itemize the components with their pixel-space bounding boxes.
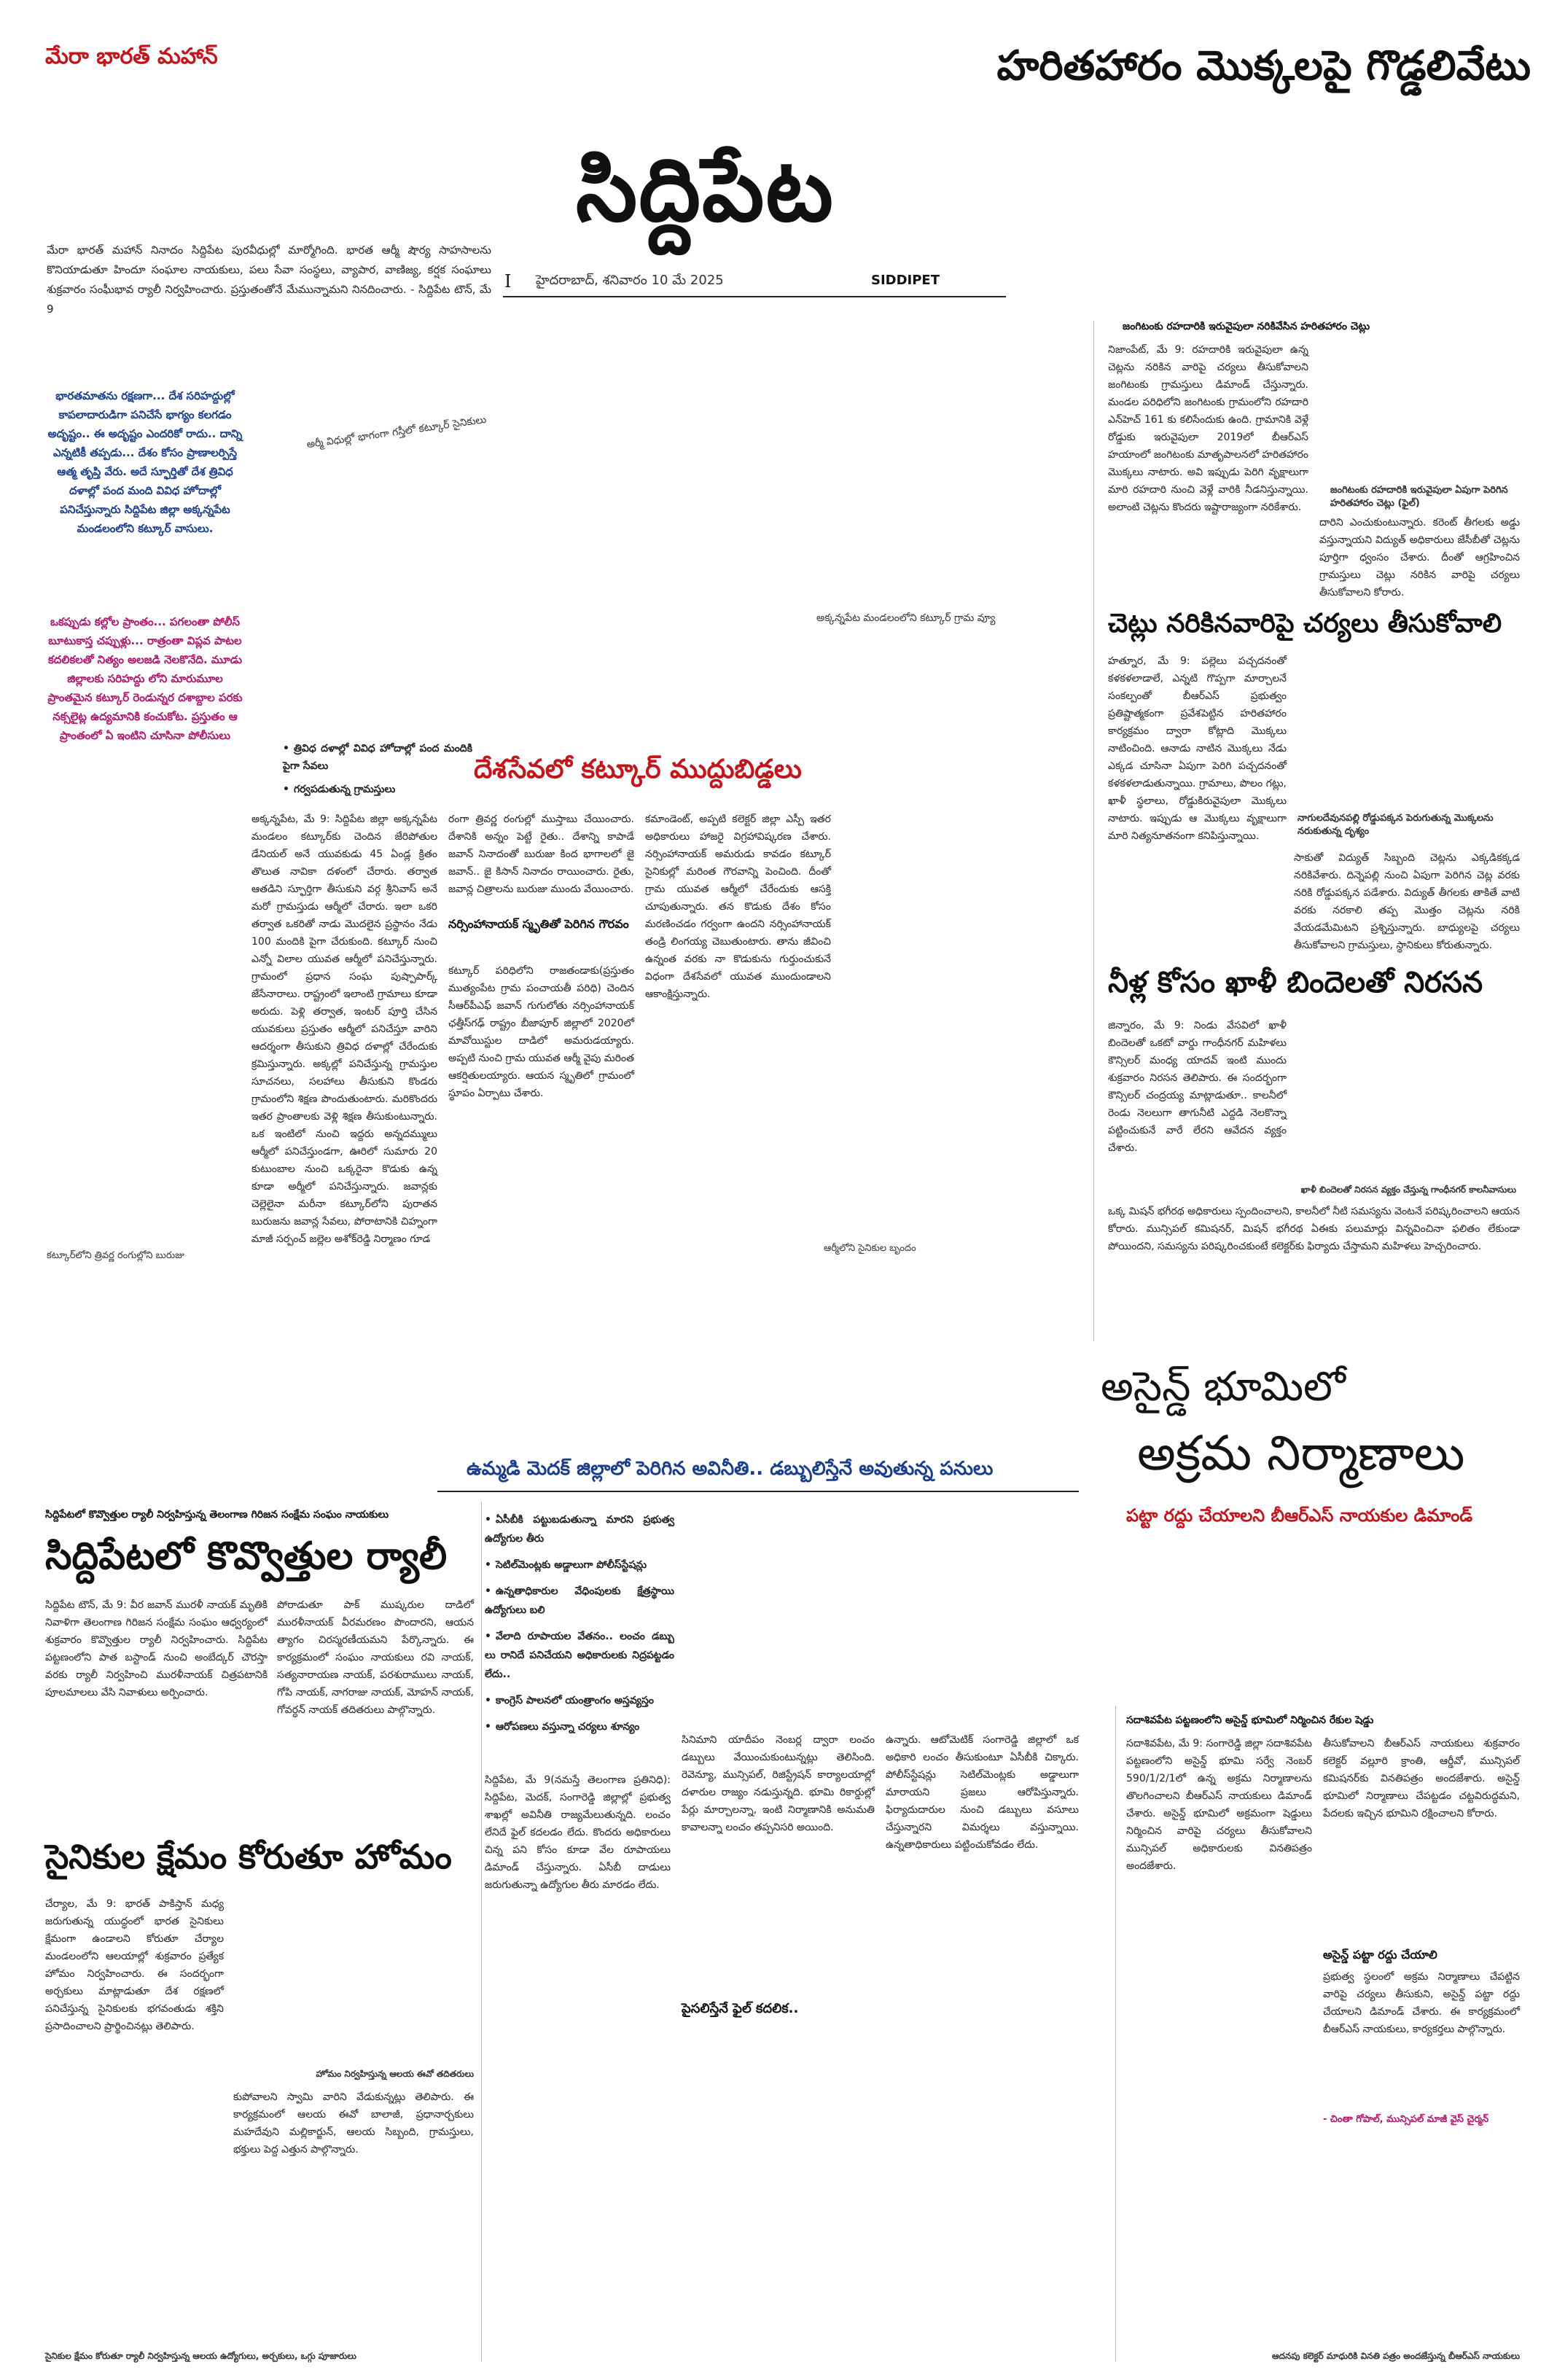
photo-land-shed: [1126, 1968, 1312, 2150]
land-quote-author: - చింతా గోపాల్, మున్సిపల్ మాజీ వైస్ చైర్మన్: [1323, 2114, 1489, 2125]
masthead-tag: మేరా భారత్ మహాన్: [45, 44, 218, 69]
rally-kicker: సిద్దిపేటలో కొవ్వొత్తుల ర్యాలీ నిర్వహిస్తున్న తెలంగాణ గిరిజన సంక్షేమ సంఘం నాయకులు: [45, 1509, 389, 1521]
poem-pink: ఒకప్పుడు కల్లోల ప్రాంతం... పగలంతా పోలీస్ బూటుకాస్త చప్పుళ్లు... రాత్రంతా విప్లవ పాటల కదలికలతో నిత్యం అలజడి నెలకొనేది. మూడు జిల్లాలకు సరిహద్దు లోని మారుమూల ప్రాంతమైన కట్కూర్ రెండున్నర దశాబ్దాల పరకు నక్సలైట్ల ఉద్యమానికి కంచుకోట. ప్రస్తుతం ఆ ప్రాంతంలో ఏ ఇంటిని చూసినా పోలీసులు: [47, 615, 243, 742]
bullets: [283, 740, 472, 798]
land-deck: పట్టా రద్దు చేయాలని బీఆర్ఎస్ నాయకుల డిమాండ్: [1126, 1505, 1473, 1526]
medak-bullet-1: • ఏసీబీకి పట్టుబడుతున్నా మారని ప్రభుత్వ ఉద్యోగుల తీరు: [485, 1510, 674, 1548]
trees-kicker: జంగిటంకు రహదారికి ఇరువైపులా నరికివేసిన హరితహారం చెట్లు: [1123, 321, 1370, 332]
bullet-2: • గర్వపడుతున్న గ్రామస్తులు: [283, 781, 472, 798]
medak-col3: ఉన్నారు. ఆటోమెటిక్ సంగారెడ్డి జిల్లాలో ఒక అధికారి లంచం తీసుకుంటూ ఏసీబీకి చిక్కారు. పోలీస్‌స్టేషన్లు సెటిల్‌మెంట్లకు అడ్డాలుగా మారాయని ప్రజలు ఆరోపిస్తున్నారు. ఫిర్యాదుదారుల నుంచి డబ్బులు వసూలు చేస్తున్నారని విమర్శలు వస్తున్నాయి. ఉన్నతాధికారులు పట్టించుకోవడం లేదు.: [886, 1734, 1079, 1851]
medak-col1: సిద్దిపేట, మే 9(నమస్తే తెలంగాణ ప్రతినిధి): సిద్దిపేట, మెదక్, సంగారెడ్డి జిల్లాల్లో ప్రభుత్వ శాఖల్లో అవినీతి రాజ్యమేలుతున్నది. లంచం లేనిదే ఫైల్ కదలడం లేదు. కొందరు అధికారులు చిన్న పని కోసం కూడా వేల రూపాయలు డిమాండ్ చేస్తున్నారు. ఏసీబీ దాడులు జరుగుతున్నా ఉద్యోగుల తీరు మారడం లేదు.: [485, 1774, 671, 1891]
medak-sub: పైసలిస్తేనే ఫైల్ కదలిక..: [682, 2001, 799, 2016]
homam-photo-caption: హోమం నిర్వహిస్తున్న ఆలయ ఈవో తదితరులు: [316, 2069, 474, 2079]
land-photo-caption: ఆదనపు కలెక్టర్ మాధురికి వినతి పత్రం అందజేస్తున్న బీఆర్ఎస్ నాయకులు: [1271, 2351, 1520, 2361]
water-headline: నీళ్ల కోసం ఖాళీ బిందెలతో నిరసన: [1108, 966, 1483, 999]
bullet-1: • త్రివిధ దళాల్లో వివిధ హోదాల్లో పంద మందికి పైగా సేవలు: [283, 740, 472, 775]
trees-photo-caption2: నాగులదేవునపల్లి రోడ్డుపక్కన పెరుగుతున్న మొక్కలను నరుకుతున్న దృశ్యం: [1298, 813, 1494, 837]
story-headline: దేశసేవలో కట్కూర్ ముద్దుబిడ్డలు: [474, 754, 802, 784]
column-rule-right-lower: [1115, 1706, 1116, 2362]
story-col2b: కట్కూర్ పరిధిలోని రాజతండాకు(ప్రస్తుతం ముత్యంపేట గ్రామ పంచాయతీ పరిధి) చెందిన సీఆర్‌పీఎఫ్ జవాన్ గుగులోతు నర్సింహానాయక్ ఛత్తీస్‌గఢ్ రాష్ట్రం బీజాపూర్ జిల్లాలో 2020లో మావోయిస్టుల దాడిలో అమరుడయ్యారు. అప్పటి నుంచి గ్రామ యువత ఆర్మీ వైపు మరింత ఆకర్షితులయ్యారు. ఆయన స్మృతిలో గ్రామంలో స్థూపం ఏర్పాటు చేశారు.: [448, 965, 634, 1099]
photo-army-patrol: [251, 343, 780, 620]
photo-land-memo: [1126, 2158, 1520, 2340]
photo-water-protest: [1294, 1017, 1520, 1195]
trees-photo-caption: జంగిటంకు రహదారికి ఇరువైపులా ఏపుగా పెరిగిన హరితహారం చెట్లు (ఫైల్): [1330, 485, 1508, 509]
land-headline-2: అక్రమ నిర్మాణాలు: [1137, 1425, 1465, 1481]
water-photo-caption: ఖాళీ బిందెలతో నిరసన వ్యక్తం చేస్తున్న గాంధీనగర్ కాలనీవాసులు: [1300, 1185, 1516, 1195]
land-headline-1: అసైన్డ్ భూమిలో: [1101, 1363, 1346, 1411]
column-rule-right: [1093, 321, 1094, 1341]
photo-medak: [682, 1505, 1079, 1724]
top-headline: హరితహారం మొక్కలపై గొడ్డలివేటు: [996, 42, 1531, 90]
medak-col2: సినిమాని యాదీపం నెంబర్ల ద్వారా లంచం డబ్బులు వేయించుకుంటున్నట్లు తెలిసింది. రెవెన్యూ, మున్సిపల్, రిజిస్ట్రేషన్ కార్యాలయాల్లో దళారుల రాజ్యం నడుస్తున్నది. భూమి రికార్డుల్లో పేర్లు మార్చాలన్నా, ఇంటి నిర్మాణానికి అనుమతి కావాలన్నా లంచం తప్పనిసరి అయింది.: [682, 1734, 875, 1833]
land-col3: ప్రభుత్వ స్థలంలో అక్రమ నిర్మాణాలు చేపట్టిన వారిపై చర్యలు తీసుకుని, అసైన్డ్ పట్టా రద్దు చేయాలని డిమాండ్ చేశారు. ఈ కార్యక్రమంలో బీఆర్ఎస్ నాయకులు, కార్యకర్తలు పాల్గొన్నారు.: [1323, 1971, 1520, 2035]
water-col2: ఒక్క మిషన్ భగీరథ అధికారులు స్పందించాలని, కాలనీలో నీటి సమస్యను వెంటనే పరిష్కరించాలని ఆయన కోరారు. మున్సిపల్ కమిషనర్, మిషన్ భగీరథ ఏఈకు పలుమార్లు విన్నవించినా ఫలితం లేకుండా పోయిందని, సమస్యను పరిష్కరించకుంటే కలెక్టర్‌కు ఫిర్యాదు చేస్తామని మహిళలు హెచ్చరించారు.: [1108, 1206, 1521, 1252]
trees-col4: సాకుతో విద్యుత్ సిబ్బంది చెట్లను ఎక్కడికక్కడ నరికివేశారు. దిన్నెపల్లి నుంచి ఏపుగా పెరిగిన చెట్ల వరకు నరికి రోడ్డుపక్కన పడేశారు. విద్యుత్ తీగలకు తాకితే వాటి వరకు నరకాలి తప్ప మొత్తం చెట్లను నరికి వేయడమేమిటని ప్రశ్నిస్తున్నారు. బాధ్యులపై చర్యలు తీసుకోవాలని గ్రామస్తులు, స్థానికులు కోరుతున్నారు.: [1294, 852, 1520, 951]
homam-col1: చేర్యాల, మే 9: భారత్ పాకిస్తాన్ మధ్య జరుగుతున్న యుద్ధంలో భారత సైనికులు క్షేమంగా ఉండాలని కోరుతూ చేర్యాల మండలంలోని ఆలయాల్లో శుక్రవారం ప్రత్యేక హోమం నిర్వహించారు. ఈ సందర్భంగా అర్చకులు మాట్లాడుతూ దేశ రక్షణలో పనిచేస్తున్న సైనికులకు భగవంతుడు శక్తిని ప్రసాదించాలని ప్రార్థించినట్లు తెలిపారు.: [45, 1898, 224, 2032]
photo-caption-group: ఆర్మీలోని సైనికుల బృందం: [824, 1243, 916, 1254]
rally-col1: సిద్దిపేట టౌన్, మే 9: వీర జవాన్ మురళీ నాయక్ మృతికి నివాళిగా తెలంగాణ గిరిజన సంక్షేమ సంఘం ఆధ్వర్యంలో శుక్రవారం కొవ్వొత్తుల ర్యాలీ నిర్వహించారు. సిద్దిపేట పట్టణంలోని పాత బస్టాండ్ నుంచి అంబేద్కర్ చౌరస్తా వరకు ర్యాలీ నిర్వహించి మురళీనాయక్ చిత్రపటానికి పూలమాలలు వేసి నివాళులు అర్పించారు.: [45, 1599, 268, 1698]
medak-banner-rule: [437, 1491, 1079, 1492]
homam-photo-caption-bottom: సైనికుల క్షేమం కోరుతూ ర్యాలీ నిర్వహిస్తున్న ఆలయ ఉద్యోగులు, అర్చకులు, ఒగ్గు పూజారులు: [45, 2351, 356, 2361]
land-sub: అసైన్డ్ పట్టా రద్దు చేయాలి: [1323, 1948, 1437, 1962]
photo-homam: [233, 1895, 474, 2063]
edition: SIDDIPET: [871, 273, 940, 288]
medak-bullets: [485, 1510, 674, 1736]
medak-bullet-2: • సెటిల్‌మెంట్లకు అడ్డాలుగా పోలీస్‌స్టేషన్లు: [485, 1556, 674, 1575]
photo-tower: [47, 744, 243, 1246]
trees-headline: చెట్లు నరికినవారిపై చర్యలు తీసుకోవాలి: [1108, 609, 1502, 639]
photo-homam-rally: [45, 2245, 474, 2340]
photo-trees: [1319, 341, 1520, 476]
land-kicker: సదాశివపేట పట్టణంలోని అసైన్డ్ భూమిలో నిర్మించిన రేకుల షెడ్డు: [1126, 1714, 1374, 1726]
photo-village-view: [251, 623, 1090, 729]
trees-col1: నిజాంపేట్, మే 9: రహదారికి ఇరువైపులా ఉన్న చెట్లను నరికిన వారిపై చర్యలు తీసుకోవాలని జంగిటంకు గ్రామస్తులు డిమాండ్ చేస్తున్నారు. మండల పరిధిలోని జంగిటంకు గ్రామంలోని రహదారి ఎన్‌హెచ్ 161 కు కలిసేందుకు ఉంది. గ్రామానికి వెళ్లే రోడ్డుకు ఇరువైపులా 2019లో బీఆర్‌ఎస్ హయాంలో జంగిటంకు మాతృపాలనలో హరితహారం మొక్కలు నాటారు. అవి ఇప్పుడు పెరిగి వృక్షాలుగా మారి రహదారి నుంచి వెళ్లే వారికి నీడనిస్తున్నాయి. అలాంటి చెట్లను కొందరు ఇష్టారాజ్యంగా నరికేశారు.: [1108, 344, 1308, 513]
rally-headline: సిద్దిపేటలో కొవ్వొత్తుల ర్యాలీ: [45, 1534, 448, 1578]
issue-mark: I: [504, 271, 512, 292]
medak-bullet-3: • ఉన్నతాధికారుల వేధింపులకు క్షేత్రస్థాయి ఉద్యోగులు బలి: [485, 1582, 674, 1620]
medak-bullet-6: • ఆరోపణలు వస్తున్నా చర్యలు శూన్యం: [485, 1717, 674, 1736]
photo-soldiers-group: [645, 1028, 1090, 1268]
column-rule-left: [481, 1502, 482, 2362]
poem-blue: భారతమాతను రక్షణగా... దేశ సరిహద్దుల్లో కాపలాదారుడిగా పనిచేసే భాగ్యం కలగడం అదృష్టం.. ఈ అదృష్టం ఎందరికో రాదు.. దాన్ని ఎన్నటికీ తప్పడు... దేశం కోసం ప్రాణాలర్పిస్తే ఆత్మ తృప్తి వేరు. అదే స్ఫూర్తితో దేశ త్రివిధ దళాల్లో పంద మంది వివిధ హోదాల్లో పనిచేస్తున్నారు సిద్దిపేట జిల్లా అక్కన్నపేట మండలంలోని కట్కూర్ వాసులు.: [47, 389, 243, 535]
rally-col2: పోరాడుతూ పాక్ ముష్కరుల దాడిలో మురళీనాయక్ వీరమరణం పొందారని, ఆయన త్యాగం చిరస్మరణీయమని పేర్కొన్నారు. ఈ కార్యక్రమంలో సంఘం నాయకులు రవి నాయక్, సత్యనారాయణ నాయక్, పరశురాములు నాయక్, గోపి నాయక్, నాగరాజు నాయక్, మోహన్ నాయక్, గోవర్ధన్ నాయక్ తదితరులు పాల్గొన్నారు.: [277, 1599, 474, 1716]
photo-caption-tower: కట్కూర్‌లోని త్రివర్ణ రంగుల్లోని బురుజు: [47, 1250, 184, 1261]
photo-tree-cutting: [1294, 652, 1520, 805]
medak-bullet-4: • వేలాది రూపాయల వేతనం.. లంచం డబ్బు లు రానిదే పనిచేయని అధికారులకు నిద్రపట్టడం లేదు..: [485, 1627, 674, 1684]
story-col2a: రంగా త్రివర్ణ రంగుల్లో ముస్తాబు చేయించారు. దేశానికి అన్నం పెట్టే రైతు.. దేశాన్ని కాపాడే జవాన్ నినాదంతో బురుజు కింద భాగాలలో జై జవాన్.. జై కిసాన్ నినాదం రాయించారు. రైతు, జవాన్ల చిత్రాలను బురుజు ముందు వేయించారు.: [448, 814, 634, 895]
story-col1: అక్కన్నపేట, మే 9: సిద్దిపేట జిల్లా అక్కన్నపేట మండలం కట్కూర్‌కు చెందిన జేరిపోతుల డేనియల్ అనే యువకుడు 45 ఏండ్ల క్రితం తొలుత నావికా దళంలో చేరారు. తర్వాత ఆతడిని స్ఫూర్తిగా తీసుకుని వర్గ శ్రీనివాస్ అనే మరో గ్రామస్తుడు ఆర్మీలో చేరారు. ఇలా ఒకరి తర్వాత ఒకరితో నాడు మొదలైన ప్రస్థానం నేడు 100 మందికి పైగా చేరుకుంది. కట్కూర్ నుంచి ఎన్నో విలాల యువత ఆర్మీలో పనిచేస్తున్నారు. గ్రామంలో ప్రధాన సంఘ పుష్పాపార్క్ జేసేనారాలు. రాష్ట్రంలో ఇలాంటి గ్రామాలు కూడా అరుదు. పెళ్లి తర్వాత, ఇంటర్ పూర్తి చేసిన యువకులు ప్రస్తుతం ఆర్మీలో పనిచేస్తూ వారిని ఆదర్శంగా తీసుకుని త్రివిధ దళాల్లో చేరేందుకు క్రమిస్తున్నారు. అక్కల్లో పనిచేస్తున్న గ్రామస్తుల సూచనలు, సలహాలు తీసుకుని కొండరు గ్రామంలోని శిక్షణ పొందుతుంటారు. మరికొందరు ఇతర ప్రాంతాలకు వెళ్లి శిక్షణ తీసుకుంటున్నారు. ఒక ఇంటిలో నుంచి ఇద్దరు అన్నదమ్ములు ఆర్మీలో పనిచేస్తుండగా, ఊరిలో సుమారు 20 కుటుంబాల నుంచి ఒక్కరైనా కొడుకు ఉన్న కూడా అర్మీలో పనిచేస్తున్నారు. జవాన్లకు చెల్లెలైనా మరీనా కట్కూర్‌లోని పురాతన బురుజను జవాన్ల సేవలు, పోరాటానికి చిహ్నంగా మాజీ సర్పంచ్ జల్లెల అశోక్‌రెడ్డి నిర్మాణం గూడ: [251, 814, 437, 1245]
homam-headline: సైనికుల క్షేమం కోరుతూ హోమం: [45, 1837, 452, 1876]
medak-bullet-5: • కాంగ్రెస్ పాలనలో యంత్రాంగం అస్తవ్యస్తం: [485, 1691, 674, 1710]
photo-caption-village: అక్కన్నపేట మండలంలోని కట్కూర్ గ్రామ వ్యూ: [816, 612, 996, 624]
photo-caption-patrol: అర్మీ విధుల్లో భాగంగా గస్తీలో కట్కూర్ సైనికులు: [305, 413, 488, 451]
medak-banner: ఉమ్మడి మెదక్ జిల్లాలో పెరిగిన అవినీతి.. డబ్బులిస్తేనే అవుతున్న పనులు: [467, 1458, 994, 1480]
land-col2: తీసుకోవాలని బీఆర్ఎస్ నాయకులు శుక్రవారం కలెక్టర్ వల్లూరి క్రాంతి, ఆర్డీవో, మున్సిపల్ కమిషనర్‌కు వినతిపత్రం అందజేశారు. అసైన్డ్ భూమిలో నిర్మాణాలు చేపట్టడం చట్టవిరుద్ధమని, పేదలకు ఇచ్చిన భూమిని రక్షించాలని కోరారు.: [1323, 1738, 1520, 1819]
masthead-rule: [503, 296, 1006, 297]
dateline: హైదరాబాద్, శనివారం 10 మే 2025: [536, 273, 724, 288]
story-col3: కమాండెంట్, అప్పటి కలెక్టర్ జిల్లా ఎస్పీ ఇతర అధికారులు హాజరై విగ్రహావిష్కరణ చేశారు. నర్సింహానాయక్ అమరుడు కావడం కట్కూర్ సైనికుల్లో మరింత గౌరవాన్ని పెంచింది. దీంతో గ్రామ యువత ఆర్మీలో చేరేందుకు ఆసక్తి చూపుతున్నారు. తన కొడుకు దేశం కోసం మరణించడం గర్వంగా ఉందని నర్సింహానాయక్ తండ్రి లింగయ్య చెబుతుంటారు. తాను జీవించి ఉన్నంత వరకు నా కొడుకును గుర్తుంచుకునే విధంగా దేశసేవలో యువత ముందుండాలని ఆకాంక్షిస్తున్నారు.: [645, 814, 831, 1000]
trees-col3: హత్నూర, మే 9: పల్లెలు పచ్చదనంతో కళకళలాడాలే, ఎన్నటి గొప్పగా మార్చాలనే సంకల్పంతో బీఆర్ఎస్ ప్రభుత్వం ప్రతిష్టాత్మకంగా ప్రవేశపెట్టిన హరితహారం కార్యక్రమం ద్వారా కోట్లాది మొక్కలు నాటించింది. ఆనాడు నాటిన మొక్కలు నేడు ఎక్కడ చూసినా ఏపుగా పెరిగి పచ్చదనంతో కళకళలాడుతున్నాయి. గ్రామాలు, పొలం గట్లు, ఖాళీ స్థలాలు, రోడ్డుకిరువైపులా మొక్కలు నాటారు. ఇప్పుడు ఆ మొక్కలు వృక్షాలుగా మారి నిత్యనూతనంగా కనిపిస్తున్నాయి.: [1108, 655, 1287, 842]
trees-col2: దారిని ఎంచుకుంటున్నారు. కరెంట్ తీగలకు అడ్డు వస్తున్నాయని విద్యుత్ అధికారులు జేసీబీతో చెట్లను పూర్తిగా ధ్వంసం చేశారు. దీంతో ఆగ్రహించిన గ్రామస్తులు చెట్లు నరికిన వారిపై చర్యలు తీసుకోవాలని కోరారు.: [1319, 517, 1520, 598]
land-col1: సదాశివపేట, మే 9: సంగారెడ్డి జిల్లా సదాశివపేట పట్టణంలోని అసైన్డ్ భూమి సర్వే నెంబర్ 590/1/2/1లో ఉన్న అక్రమ నిర్మాణాలను తొలగించాలని బీఆర్‌ఎస్ నాయకులు డిమాండ్ చేశారు. అసైన్డ్ భూమిలో అక్రమంగా షెడ్డులు నిర్మించిన వారిపై చర్యలు తీసుకోవాలని మున్సిపల్ అధికారులకు వినతిపత్రం అందజేశారు.: [1126, 1738, 1312, 1872]
story-sub: నర్సింహానాయక్ స్మృతితో పెరిగిన గౌరవం: [448, 917, 629, 931]
masthead-title: సిద్దిపేట: [576, 138, 835, 241]
water-col1: జిన్నారం, మే 9: నిండు వేసవిలో ఖాళీ బిందెలతో ఒకటో వార్డు గాంధీనగర్ మహిళలు కౌన్సిలర్ మంధ్య యాదవ్ ఇంటి ముందు శుక్రవారం నిరసన తెలిపారు. ఈ సందర్భంగా కౌన్సిలర్ చంద్రయ్య మాట్లాడుతూ.. కాలనీలో రెండు నెలలుగా తాగునీటి ఎద్దడి నెలకొన్నా పట్టించుకునే వారే లేరని ఆవేదన వ్యక్తం చేశారు.: [1108, 1020, 1287, 1154]
homam-col2: కుపోవాలని స్వామి వారిని వేడుకున్నట్లు తెలిపారు. ఈ కార్యక్రమంలో ఆలయ ఈవో బాలాజీ, ప్రధానార్చకులు మహదేవుని మల్లికార్జున్, ఆలయ సిబ్బంది, గ్రామస్తులు, భక్తులు పెద్ద ఎత్తున పాల్గొన్నారు.: [233, 2091, 474, 2155]
intro-text: మేరా భారత్ మహాన్ నినాదం సిద్దిపేట పురవీధుల్లో మార్మోగింది. భారత ఆర్మీ షౌర్య సాహసాలను కొనియాడుతూ హిందూ సంఘాల నాయకులు, పలు సేవా సంస్థలు, వ్యాపార, వాణిజ్య, కర్షక సంఘాలు శుక్రవారం సంఘీభావ ర్యాలీ నిర్వహించారు. ప్రస్తుతంతోనే మేమున్నామని నినదించారు. - సిద్దిపేట టౌన్, మే 9: [47, 243, 491, 316]
